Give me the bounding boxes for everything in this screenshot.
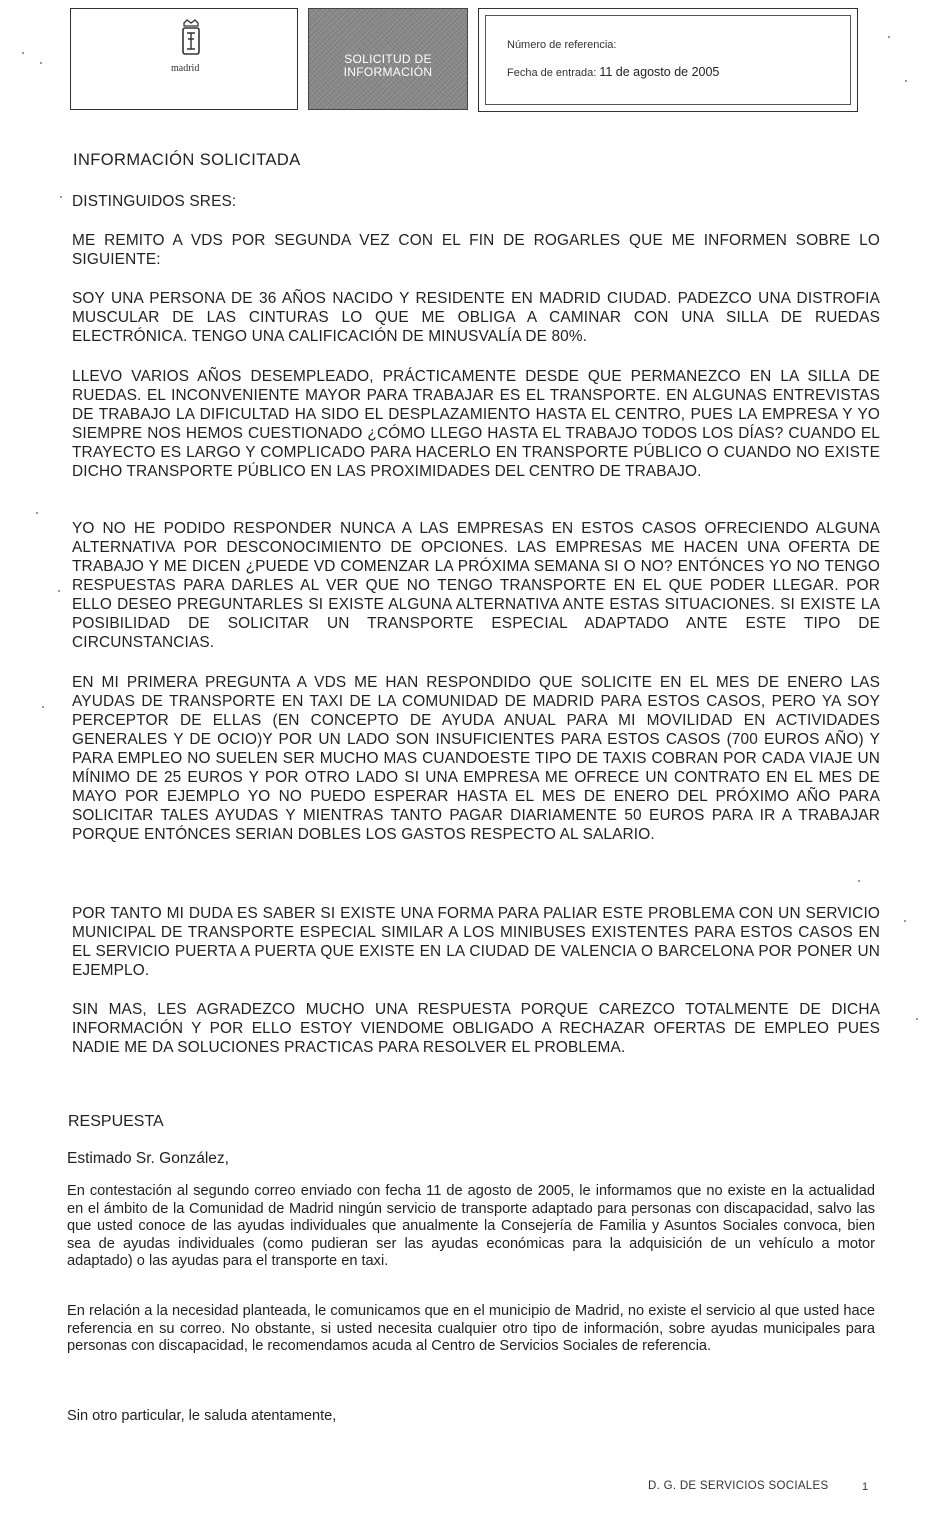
scan-speck xyxy=(42,706,44,708)
request-paragraph: POR TANTO MI DUDA ES SABER SI EXISTE UNA FORMA PARA PALIAR ESTE PROBLEMA CON UN SERVICIO MUNICIPAL DE TRANSPORTE ESPECIAL SIMILAR A LOS MINIBUSES EXISTENTES PARA ESTOS CASOS EN EL SERVICIO PUERTA A PUERTA QUE EXISTE EN LA CIUDAD DE VALENCIA O BARCELONA POR PONER UN EJEMPLO. xyxy=(72,905,880,979)
form-title-line1: SOLICITUD DE xyxy=(344,52,432,66)
request-paragraph: EN MI PRIMERA PREGUNTA A VDS ME HAN RESPONDIDO QUE SOLICITE EN EL MES DE ENERO LAS AYUDAS DE TRANSPORTE EN TAXI DE LA COMUNIDAD DE MADRID PARA ESTOS CASOS, PERO YA SOY PERCEPTOR DE ELLAS (EN CONCEPTO DE AYUDA ANUAL PARA MI MOVILIDAD EN ACTIVIDADES GENERALES Y DE OCIO)Y POR UN LADO SON INSUFICIENTES PARA ESTOS CASOS (700 EUROS AÑO) Y PARA EMPLEO NO SUELEN SER MUCHO MAS CUANDOESTE TIPO DE TAXIS COBRAN POR CADA VIAJE UN MÍNIMO DE 25 EUROS Y POR OTRO LADO SI UNA EMPRESA ME OFRECE UN CONTRATO EN EL MES DE MAYO POR EJEMPLO YO NO PUEDO ESPERAR HASTA EL MES DE ENERO DEL PRÓXIMO AÑO PARA SOLICITAR TALES AYUDAS Y MIENTRAS TANTO PAGAR DIARIAMENTE 50 EUROS PARA IR A TRABAJAR PORQUE ENTÓNCES SERIAN DOBLES LOS GASTOS RESPECTO AL SALARIO. xyxy=(72,674,880,843)
form-title-line2: INFORMACIÓN xyxy=(343,65,433,79)
scan-speck xyxy=(888,36,890,38)
footer-department: D. G. DE SERVICIOS SOCIALES xyxy=(648,1480,829,1492)
scan-speck xyxy=(58,590,60,592)
scan-speck xyxy=(40,62,42,64)
form-title xyxy=(309,53,467,79)
entry-date-value: 11 de agosto de 2005 xyxy=(599,65,720,79)
entry-date-label: Fecha de entrada: xyxy=(507,67,597,79)
scan-speck xyxy=(905,80,907,82)
page-number: 1 xyxy=(862,1481,869,1493)
reference-box xyxy=(478,8,858,112)
response-paragraph: En relación a la necesidad planteada, le comunicamos que en el municipio de Madrid, no existe el servicio al que usted hace referencia en su correo. No obstante, si usted necesita cualquier otro tipo de información, sobre ayudas municipales para personas con discapacidad, le recomendamos acuda al Centro de Servicios Sociales de referencia. xyxy=(67,1303,875,1354)
section-title: INFORMACIÓN SOLICITADA xyxy=(73,151,301,169)
form-header xyxy=(70,8,860,114)
scan-speck xyxy=(904,920,906,922)
request-paragraph: ME REMITO A VDS POR SEGUNDA VEZ CON EL FIN DE ROGARLES QUE ME INFORMEN SOBRE LO SIGUIENTE: xyxy=(72,232,880,268)
request-paragraph: LLEVO VARIOS AÑOS DESEMPLEADO, PRÁCTICAMENTE DESDE QUE PERMANEZCO EN LA SILLA DE RUEDAS. EL INCONVENIENTE MAYOR PARA TRABAJAR ES EL TRANSPORTE. EN ALGUNAS ENTREVISTAS DE TRABAJO LA DIFICULTAD HA SIDO EL DESPLAZAMIENTO HASTA EL CENTRO, PUES LA EMPRESA Y YO SIEMPRE NOS HEMOS CUESTIONADO ¿CÓMO LLEGO HASTA EL TRABAJO TODOS LOS DÍAS? CUANDO EL TRAYECTO ES LARGO Y COMPLICADO PARA HACERLO EN TRANSPORTE PÚBLICO O CUANDO NO EXISTE DICHO TRANSPORTE PÚBLICO EN LAS PROXIMIDADES DEL CENTRO DE TRABAJO. xyxy=(72,368,880,480)
response-greeting: Estimado Sr. González, xyxy=(67,1150,229,1167)
scan-speck xyxy=(36,512,38,514)
logo-box xyxy=(70,8,298,110)
scan-speck xyxy=(22,52,24,54)
form-title-box xyxy=(308,8,468,110)
request-paragraph: SOY UNA PERSONA DE 36 AÑOS NACIDO Y RESIDENTE EN MADRID CIUDAD. PADEZCO UNA DISTROFIA MUSCULAR DE LAS CINTURAS LO QUE ME OBLIGA A CAMINAR CON UNA SILLA DE RUEDAS ELECTRÓNICA. TENGO UNA CALIFICACIÓN DE MINUSVALÍA DE 80%. xyxy=(72,290,880,345)
entry-date-line xyxy=(507,65,719,79)
logo-text: madrid xyxy=(171,63,200,74)
response-paragraph: En contestación al segundo correo enviado con fecha 11 de agosto de 2005, le informamos que no existe en la actualidad en el ámbito de la Comunidad de Madrid ningún servicio de transporte adaptado para personas con discapacidad, salvo las que usted conoce de las ayudas individuales que anualmente la Consejería de Familia y Asuntos Sociales convoca, bien sea de ayudas individuales (como pudieran ser las ayudas económicas para la adquisición de un vehículo a motor adaptado) o las ayudas para el transporte en taxi. xyxy=(67,1183,875,1269)
request-greeting: DISTINGUIDOS SRES: xyxy=(72,193,237,210)
reference-box-inner xyxy=(485,15,851,105)
reference-label: Número de referencia: xyxy=(507,39,617,51)
madrid-coat-of-arms-icon xyxy=(180,19,202,57)
reference-line xyxy=(507,37,616,51)
response-closing: Sin otro particular, le saluda atentamente, xyxy=(67,1408,337,1424)
request-paragraph: YO NO HE PODIDO RESPONDER NUNCA A LAS EMPRESAS EN ESTOS CASOS OFRECIENDO ALGUNA ALTERNATIVA POR DESCONOCIMIENTO DE OPCIONES. LAS EMPRESAS ME HACEN UNA OFERTA DE TRABAJO Y ME DICEN ¿PUEDE VD COMENZAR LA PRÓXIMA SEMANA SI O NO? ENTÓNCES YO NO TENGO RESPUESTAS PARA DARLES AL VER QUE NO TENGO TRANSPORTE EN EL QUE PODER LLEGAR. POR ELLO DESEO PREGUNTARLES SI EXISTE ALGUNA ALTERNATIVA ANTE ESTAS SITUACIONES. SI EXISTE LA POSIBILIDAD DE SOLICITAR UN TRANSPORTE ESPECIAL ADAPTADO ANTE ESTE TIPO DE CIRCUNSTANCIAS. xyxy=(72,520,880,651)
response-heading: RESPUESTA xyxy=(68,1113,164,1130)
scan-speck xyxy=(60,196,62,198)
request-paragraph: SIN MAS, LES AGRADEZCO MUCHO UNA RESPUESTA PORQUE CAREZCO TOTALMENTE DE DICHA INFORMACIÓN Y POR ELLO ESTOY VIENDOME OBLIGADO A RECHAZAR OFERTAS DE EMPLEO PUES NADIE ME DA SOLUCIONES PRACTICAS PARA RESOLVER EL PROBLEMA. xyxy=(72,1001,880,1056)
scan-speck xyxy=(858,880,860,882)
scan-speck xyxy=(916,1018,918,1020)
